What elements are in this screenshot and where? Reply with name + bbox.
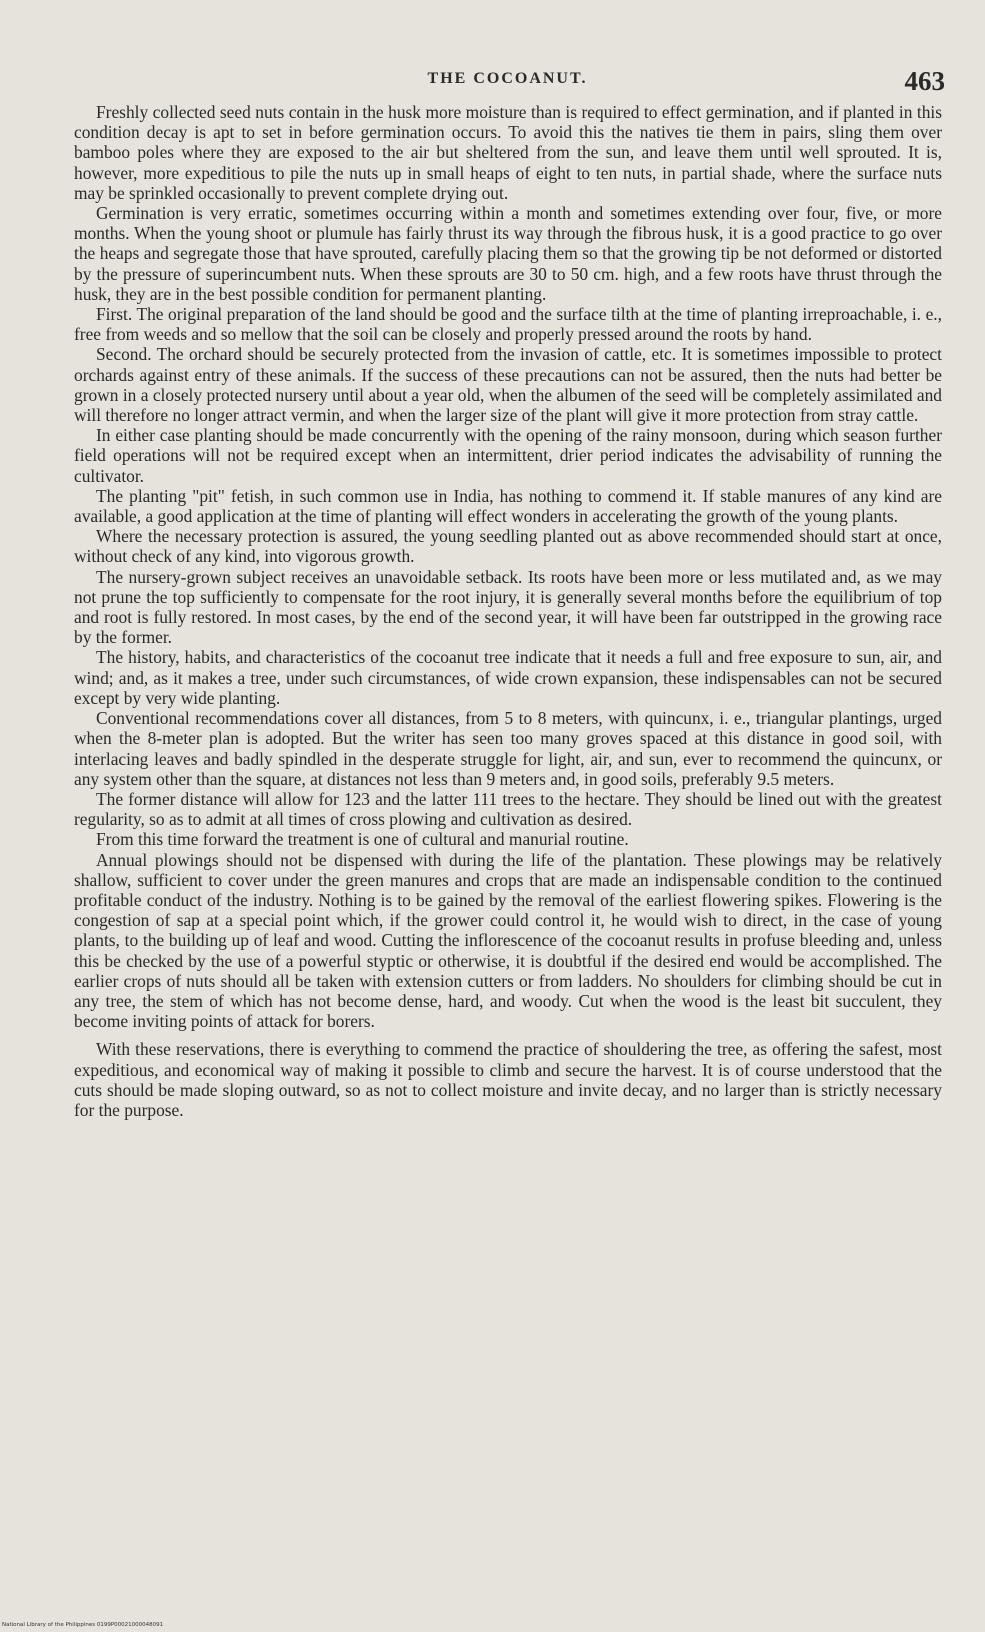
page-number: 463 (904, 66, 945, 96)
paragraph-first: First. The original preparation of the land should be good and the surface tilth at the time of planting irreproachable, i. e., free from weeds and so mellow that the soil can be closely and properly pressed around the roots by hand. (74, 304, 942, 345)
paragraph-reservations: With these reservations, there is everything to commend the practice of shouldering the tree, as offering the safest, most expeditious, and economical way of making it possible to climb and secure the harvest. It is of course understood that the cuts should be made sloping outward, so as not to collect moisture and invite decay, and no larger than is strictly necessary for the purpose. (74, 1039, 942, 1120)
paragraph-seed-nuts: Freshly collected seed nuts contain in the husk more moisture than is required to effect germination, and if planted in this condition decay is apt to set in before germination occurs. To avoid this the natives tie them in pairs, sling them over bamboo poles where they are exposed to the air but sheltered from the sun, and leave them until well sprouted. It is, however, more expeditious to pile the nuts up in small heaps of eight to ten nuts, in partial shade, where the surface nuts may be sprinkled occasionally to prevent complete drying out. (74, 102, 942, 203)
body-text (74, 102, 942, 1120)
paragraph-routine: From this time forward the treatment is one of cultural and manurial routine. (96, 829, 629, 850)
paragraph-protection: Where the necessary protection is assured, the young seedling planted out as above recommended should start at once, without check of any kind, into vigorous growth. (74, 526, 942, 567)
paragraph-second: Second. The orchard should be securely protected from the invasion of cattle, etc. It is sometimes impossible to protect orchards against entry of these animals. If the success of these precautions can not be assured, then the nuts had better be grown in a closely protected nursery until about a year old, when the albumen of the seed will be completely assimilated and will therefore no longer attract vermin, and when the larger size of the plant will give it more protection from stray cattle. (74, 344, 942, 426)
paragraph-germination: Germination is very erratic, sometimes occurring within a month and sometimes extending over four, five, or more months. When the young shoot or plumule has fairly thrust its way through the fibrous husk, it is a good practice to go over the heaps and segregate those that have sprouted, carefully placing them so that the growing tip be not deformed or distorted by the pressure of superincumbent nuts. When these sprouts are 30 to 50 cm. high, and a few roots have thrust through the husk, they are in the best possible condition for permanent planting. (74, 203, 942, 304)
paragraph-annual-plowings: Annual plowings should not be dispensed with during the life of the plantation. These plowings may be relatively shallow, sufficient to cover under the green manures and crops that are made an indispensable condition to the continued profitable conduct of the industry. Nothing is to be gained by the removal of the earliest flowering spikes. Flowering is the congestion of sap at a special point which, if the grower could control it, he would wish to direct, in the case of young plants, to the building up of leaf and wood. Cutting the inflorescence of the cocoanut results in profuse bleeding and, unless this be checked by the use of a powerful styptic or otherwise, it is doubtful if the desired end would be accomplished. The earlier crops of nuts should all be taken with extension cutters or from ladders. No shoulders for climbing should be cut in any tree, the stem of which has not become dense, hard, and woody. Cut when the wood is the least bit succulent, they become inviting points of attack for borers. (74, 849, 942, 1032)
page-header (70, 66, 945, 106)
paragraph-either-case: In either case planting should be made concurrently with the opening of the rainy monsoon, during which season further field operations will not be required except when an intermittent, drier period indicates the advisability of running the cultivator. (74, 425, 942, 486)
paragraph-former-distance: The former distance will allow for 123 and the latter 111 trees to the hectare. They should be lined out with the greatest regularity, so as to admit at all times of cross plowing and cultivation as desired. (74, 788, 942, 830)
scan-credit: National Library of the Philippines 0199P00021000048091 (2, 1622, 164, 1628)
paragraph-pit-fetish: The planting "pit" fetish, in such common use in India, has nothing to commend it. If stable manures of any kind are available, a good application at the time of planting will effect wonders in accelerating the growth of the young plants. (74, 485, 942, 527)
running-title: THE COCOANUT. (427, 70, 588, 87)
paragraph-nursery-grown: The nursery-grown subject receives an unavoidable setback. Its roots have been more or less mutilated and, as we may not prune the top sufficiently to compensate for the root injury, it is generally several months before the equilibrium of top and root is fully restored. In most cases, by the end of the second year, it will have been far outstripped in the growing race by the former. (74, 566, 942, 648)
paragraph-conventional: Conventional recommendations cover all distances, from 5 to 8 meters, with quincunx, i. e., triangular plantings, urged when the 8-meter plan is adopted. But the writer has seen too many groves spaced at this distance in good soil, with interlacing leaves and badly spindled in the desperate struggle for light, air, and sun, ever to recommend the quincunx, or any system other than the square, at distances not less than 9 meters and, in good soils, preferably 9.5 meters. (74, 708, 942, 789)
paragraph-history: The history, habits, and characteristics of the cocoanut tree indicate that it needs a full and free exposure to sun, air, and wind; and, as it makes a tree, under such circumstances, of wide crown expansion, these indispensables can not be secured except by very wide planting. (74, 647, 942, 708)
